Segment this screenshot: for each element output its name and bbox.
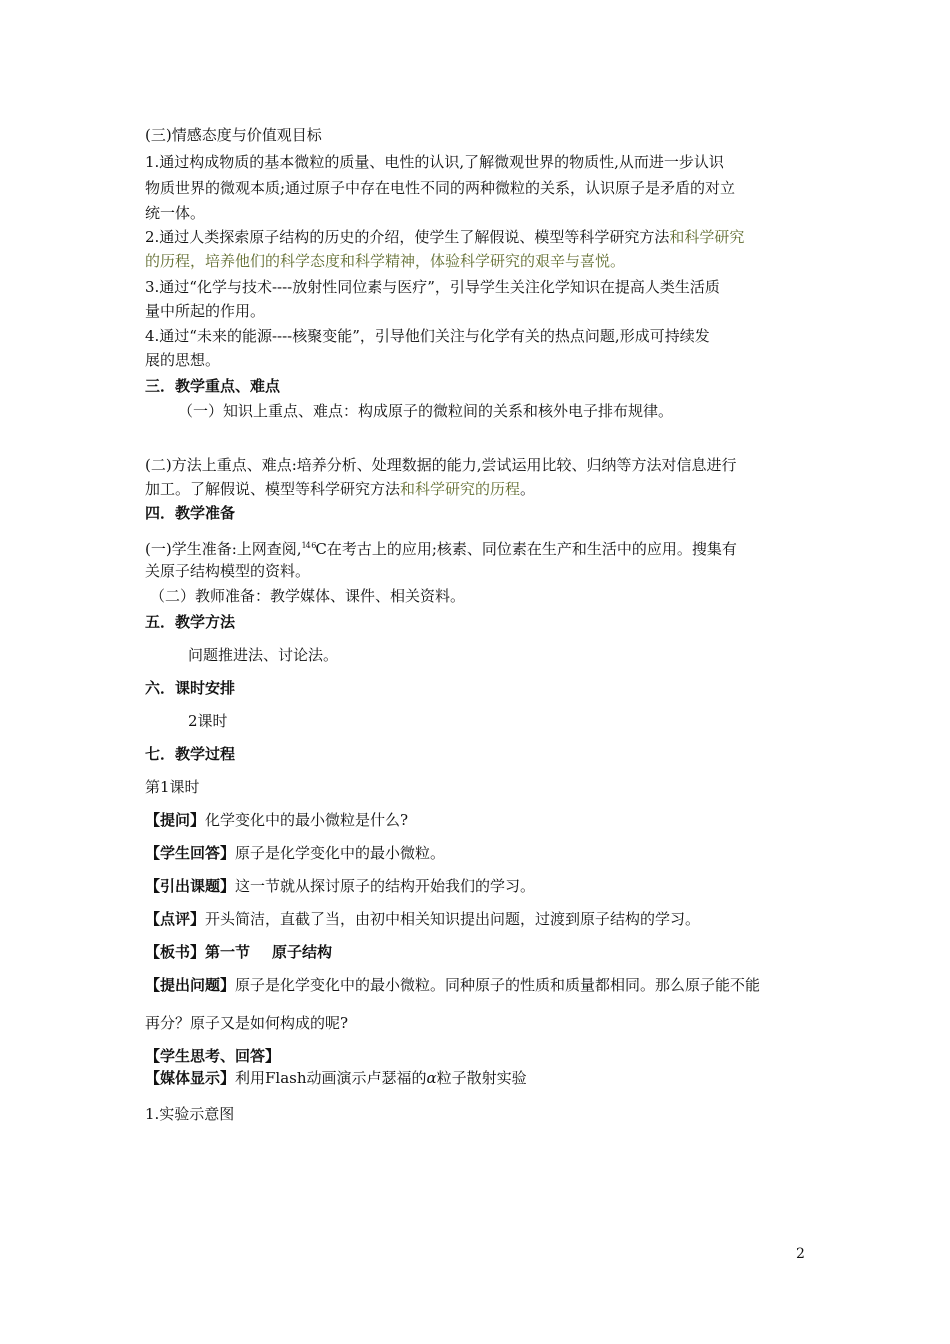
- section-heading: 四．教学准备: [145, 504, 236, 522]
- dialogue-line: [145, 876, 535, 896]
- text-span: 化学变化中的最小微粒是什么?: [205, 811, 409, 829]
- section-heading: (三)情感态度与价值观目标: [145, 126, 322, 144]
- paragraph-line: （一）知识上重点、难点：构成原子的微粒间的关系和核外电子排布规律。: [178, 402, 674, 420]
- dialogue-line: [145, 1068, 527, 1088]
- text-span: 原子是化学变化中的最小微粒。: [235, 844, 446, 862]
- text-span: (一)学生准备:上网查阅,: [145, 540, 302, 558]
- paragraph-line: 统一体。: [145, 204, 206, 222]
- isotope-notation: 14 6: [301, 541, 316, 550]
- paragraph-line: 展的思想。: [145, 351, 221, 369]
- tag-label: 【板书】第一节: [145, 943, 251, 961]
- text-span: 开头简洁，直截了当，由初中相关知识提出问题，过渡到原子结构的学习。: [205, 910, 701, 928]
- dialogue-line: [145, 843, 445, 863]
- paragraph-line: 1.通过构成物质的基本微粒的质量、电性的认识,了解微观世界的物质性,从而进一步认识: [145, 153, 724, 171]
- paragraph-line: [145, 479, 535, 499]
- paragraph-line: 量中所起的作用。: [145, 302, 266, 320]
- paragraph-line: 1.实验示意图: [145, 1105, 235, 1123]
- text-span: 加工。了解假说、模型等科学研究方法: [145, 480, 401, 498]
- dialogue-line: [145, 975, 760, 995]
- paragraph-line: 物质世界的微观本质;通过原子中存在电性不同的两种微粒的关系，认识原子是矛盾的对立: [145, 179, 736, 197]
- section-heading: 七．教学过程: [145, 745, 236, 763]
- highlight-span: 培养他们的科学态度和科学精神，: [205, 252, 431, 270]
- dialogue-line: [145, 909, 700, 929]
- text-span: 原子结构: [272, 943, 333, 961]
- text-span: 原子是化学变化中的最小微粒。同种原子的性质和质量都相同。那么原子能不能: [235, 976, 761, 994]
- text-span: 粒子散射实验: [436, 1069, 527, 1087]
- highlight-span: 体验科学研究的艰辛与喜悦。: [430, 252, 626, 270]
- text-span: 2.通过人类探索原子结构的历史的介绍，使学生了解假说、模型等科学研究方法: [145, 228, 670, 246]
- dialogue-line: [145, 942, 332, 962]
- tag-label: 【引出课题】: [145, 877, 236, 895]
- paragraph-line: 3.通过“化学与技术----放射性同位素与医疗”，引导学生关注化学知识在提高人类生活质: [145, 278, 720, 296]
- dialogue-line: 【学生思考、回答】: [145, 1047, 281, 1065]
- paragraph-line: 问题推进法、讨论法。: [188, 646, 339, 664]
- text-span: 。: [520, 480, 536, 498]
- text-span: 利用Flash动画演示卢瑟福的: [235, 1069, 427, 1087]
- section-heading: 五．教学方法: [145, 613, 236, 631]
- tag-label: 【学生回答】: [145, 844, 236, 862]
- tag-label: 【提出问题】: [145, 976, 236, 994]
- paragraph-line: [145, 251, 625, 271]
- paragraph-line: 第1课时: [145, 778, 200, 796]
- dialogue-line: [145, 810, 408, 830]
- section-heading: 三．教学重点、难点: [145, 377, 281, 395]
- tag-label: 【点评】: [145, 910, 206, 928]
- highlight-span: 和科学研究: [669, 228, 745, 246]
- text-span: 这一节就从探讨原子的结构开始我们的学习。: [235, 877, 536, 895]
- tag-label: 【媒体显示】: [145, 1069, 236, 1087]
- alpha-symbol: α: [426, 1069, 437, 1087]
- section-heading: 六．课时安排: [145, 679, 236, 697]
- paragraph-line: 4.通过“未来的能源----核聚变能”，引导他们关注与化学有关的热点问题,形成可持续发: [145, 327, 710, 345]
- paragraph-line: 再分？原子又是如何构成的呢?: [145, 1014, 349, 1032]
- highlight-span: 的历程，: [145, 252, 206, 270]
- text-span: C在考古上的应用;核素、同位素在生产和生活中的应用。搜集有: [315, 540, 737, 558]
- paragraph-line: (二)方法上重点、难点:培养分析、处理数据的能力,尝试运用比较、归纳等方法对信息进行: [145, 456, 737, 474]
- paragraph-line: [145, 536, 737, 559]
- highlight-span: 和科学研究的历程: [400, 480, 521, 498]
- tag-label: 【提问】: [145, 811, 206, 829]
- paragraph-line: 2课时: [188, 712, 228, 730]
- paragraph-line: [145, 227, 744, 247]
- page-number: 2: [796, 1246, 805, 1262]
- paragraph-line: （二）教师准备：教学媒体、课件、相关资料。: [150, 587, 466, 605]
- paragraph-line: 关原子结构模型的资料。: [145, 562, 311, 580]
